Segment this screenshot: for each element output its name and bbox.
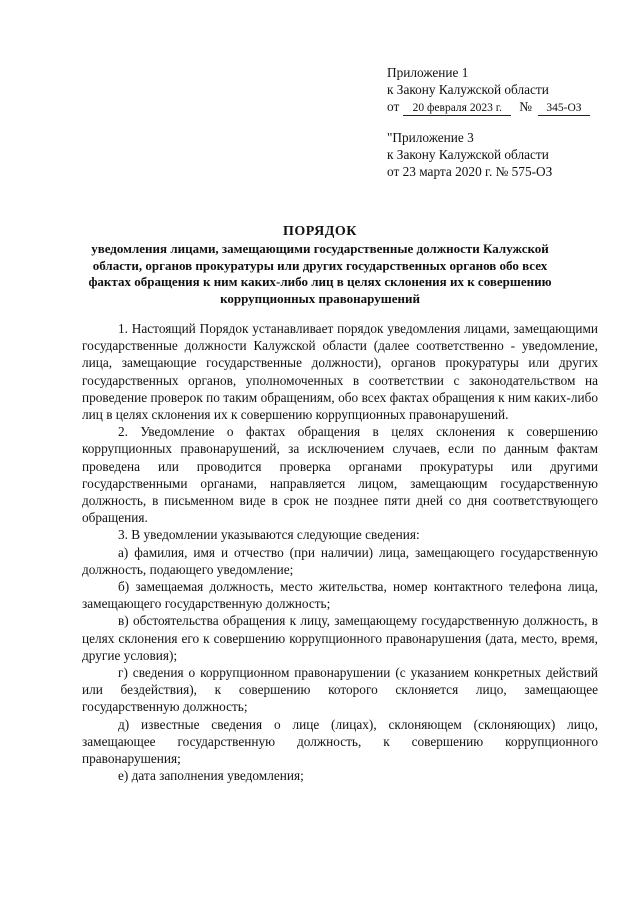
paragraph: 1. Настоящий Порядок устанавливает порядок уведомления лицами, замещающими государственные должности Калужской области (далее соответственно - уведомление, лица, замещающие государственные должности), органов прокуратуры или других государственных органов, уполномоченных в соответствии с законодательством на проведение проверок по таким обращениям, обо всех фактах обращения к ним каких-либо лиц в целях склонения их к совершению коррупционных правонарушений. xyxy=(82,321,598,423)
paragraph: 2. Уведомление о фактах обращения в целях склонения к совершению коррупционных правонарушений, за исключением случаев, если по данным фактам проведена или проводится проверка органами прокуратуры или другими государственными органами, направляется лицом, замещающим государственную должность, в письменном виде в срок не позднее пяти дней со дня соответствующего обращения. xyxy=(82,424,598,526)
document-body xyxy=(82,320,598,784)
document-subtitle: уведомления лицами, замещающими государственные должности Калужской области, органов прокуратуры или других государственных органов обо всех фактах обращения к ним каких-либо лиц в целях склонения их к совершению коррупционных правонарушений xyxy=(88,241,552,306)
list-item: в) обстоятельства обращения к лицу, замещающему государственную должность, в целях склонения его к совершению коррупционного правонарушения (дата, место, время, другие условия); xyxy=(82,613,598,663)
appendix-label: Приложение 1 xyxy=(387,65,469,80)
appendix-date-line xyxy=(387,98,627,116)
original-appendix-law: к Закону Калужской области xyxy=(387,147,549,162)
list-item: а) фамилия, имя и отчество (при наличии) лица, замещающего государственную должность, подающего уведомление; xyxy=(82,544,598,577)
appendix-date: 20 февраля 2023 г. xyxy=(403,101,511,116)
appendix-number: 345-ОЗ xyxy=(538,101,590,116)
paragraph: 3. В уведомлении указываются следующие сведения: xyxy=(118,527,420,543)
list-item: б) замещаемая должность, место жительства, номер контактного телефона лица, замещающего государственную должность; xyxy=(82,579,598,612)
document-title: ПОРЯДОК xyxy=(283,224,357,239)
original-appendix-header xyxy=(387,129,627,180)
original-appendix-date: от 23 марта 2020 г. № 575-ОЗ xyxy=(387,164,553,179)
original-appendix-label: "Приложение 3 xyxy=(387,130,474,145)
appendix-law: к Закону Калужской области xyxy=(387,82,549,97)
from-label: от xyxy=(387,99,400,114)
number-sign: № xyxy=(519,99,532,114)
appendix-header xyxy=(387,64,627,116)
list-item: е) дата заполнения уведомления; xyxy=(118,768,304,784)
list-item: д) известные сведения о лице (лицах), склоняющем (склоняющих) лицо, замещающее государственную должность, к совершению коррупционного правонарушения; xyxy=(82,716,598,767)
list-item: г) сведения о коррупционном правонарушении (с указанием конкретных действий или бездействия), к совершению которого склоняется лицо, замещающее государственную должность; xyxy=(82,665,598,715)
